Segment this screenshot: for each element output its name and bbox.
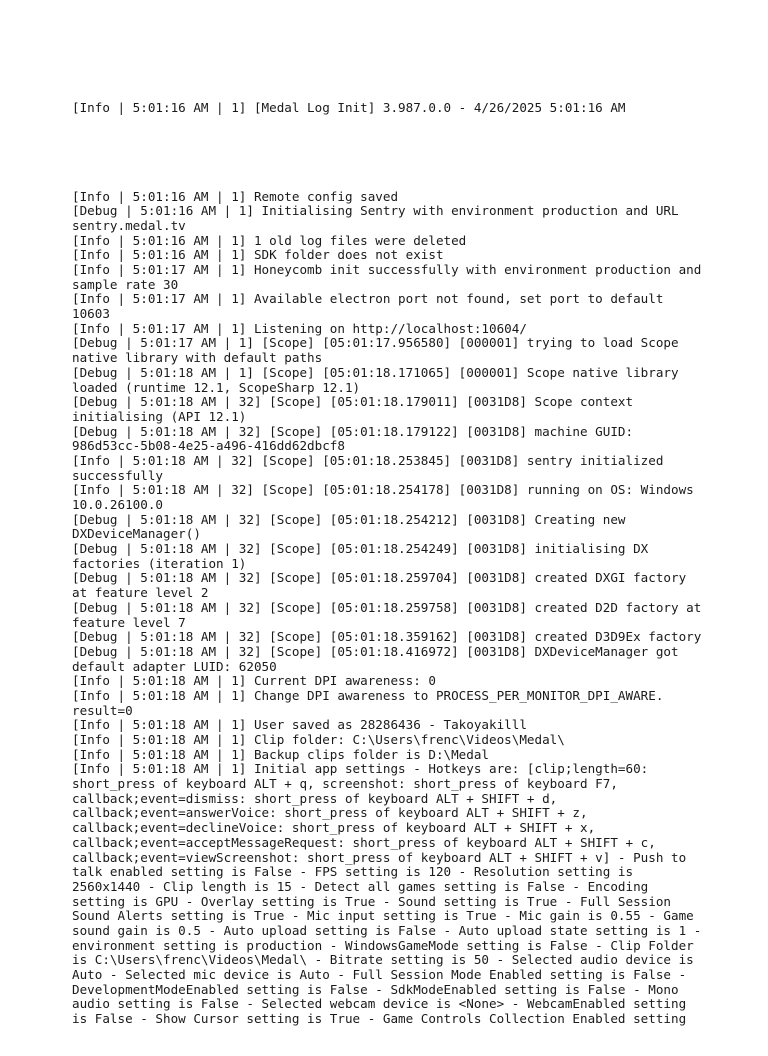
log-line: 10603 <box>72 306 110 322</box>
log-line: 2560x1440 - Clip length is 15 - Detect all games setting is False - Encoding <box>72 878 649 894</box>
log-line: [Debug | 5:01:18 AM | 32] [Scope] [05:01:18.416972] [0031D8] DXDeviceManager got <box>72 643 679 659</box>
blank-line <box>72 146 712 161</box>
log-line: [Info | 5:01:18 AM | 32] [Scope] [05:01:18.253845] [0031D8] sentry initialized <box>72 452 664 468</box>
log-line: setting is GPU - Overlay setting is True - Sound setting is True - Full Session <box>72 893 671 909</box>
log-line: [Info | 5:01:17 AM | 1] Available electron port not found, set port to default <box>72 291 664 307</box>
log-line: feature level 7 <box>72 614 186 630</box>
log-line: default adapter LUID: 62050 <box>72 658 277 674</box>
log-line: [Info | 5:01:18 AM | 1] Initial app settings - Hotkeys are: [clip;length=60: <box>72 761 649 777</box>
log-line: 986d53cc-5b08-4e25-a496-416dd62dbcf8 <box>72 438 345 454</box>
log-line: [Debug | 5:01:18 AM | 32] [Scope] [05:01:18.359162] [0031D8] created D3D9Ex factory <box>72 629 702 645</box>
log-line: [Debug | 5:01:18 AM | 32] [Scope] [05:01:18.254249] [0031D8] initialising DX <box>72 541 649 557</box>
log-line: callback;event=declineVoice: short_press of keyboard ALT + SHIFT + x, <box>72 820 596 836</box>
log-lines <box>72 190 712 1027</box>
log-line: callback;event=viewScreenshot: short_press of keyboard ALT + SHIFT + v] - Push to <box>72 849 687 865</box>
log-line: [Debug | 5:01:17 AM | 1] [Scope] [05:01:17.956580] [000001] trying to load Scope <box>72 335 679 351</box>
log-line: [Info | 5:01:17 AM | 1] Listening on http://localhost:10604/ <box>72 320 527 336</box>
log-line: callback;event=dismiss: short_press of keyboard ALT + SHIFT + d, <box>72 790 558 806</box>
log-line: sound gain is 0.5 - Auto upload setting is False - Auto upload state setting is 1 - <box>72 922 702 938</box>
log-line: [Info | 5:01:16 AM | 1] Remote config saved <box>72 188 399 204</box>
log-line: [Info | 5:01:18 AM | 1] Current DPI awareness: 0 <box>72 673 436 689</box>
log-line: [Info | 5:01:18 AM | 1] Backup clips folder is D:\Medal <box>72 746 490 762</box>
log-line: callback;event=acceptMessageRequest: short_press of keyboard ALT + SHIFT + c, <box>72 834 656 850</box>
log-line: [Debug | 5:01:18 AM | 32] [Scope] [05:01:18.254212] [0031D8] Creating new <box>72 511 626 527</box>
log-line: initialising (API 12.1) <box>72 408 247 424</box>
log-line: callback;event=answerVoice: short_press of keyboard ALT + SHIFT + z, <box>72 805 588 821</box>
log-line: [Info | 5:01:16 AM | 1] 1 old log files were deleted <box>72 232 467 248</box>
log-line: [Info | 5:01:17 AM | 1] Honeycomb init successfully with environment production and <box>72 262 702 278</box>
log-line: [Debug | 5:01:18 AM | 32] [Scope] [05:01:18.259758] [0031D8] created D2D factory at <box>72 599 702 615</box>
log-line: [Debug | 5:01:18 AM | 32] [Scope] [05:01:18.259704] [0031D8] created DXGI factory <box>72 570 687 586</box>
log-line: factories (iteration 1) <box>72 555 247 571</box>
log-line: [Info | 5:01:16 AM | 1] SDK folder does not exist <box>72 247 444 263</box>
log-line: sample rate 30 <box>72 276 179 292</box>
log-line: environment setting is production - WindowsGameMode setting is False - Clip Folder <box>72 937 694 953</box>
log-line: short_press of keyboard ALT + q, screenshot: short_press of keyboard F7, <box>72 776 618 792</box>
log-line: [Debug | 5:01:18 AM | 32] [Scope] [05:01:18.179122] [0031D8] machine GUID: <box>72 423 634 439</box>
log-line: native library with default paths <box>72 350 323 366</box>
log-line: [Info | 5:01:18 AM | 1] Clip folder: C:\Users\frenc\Videos\Medal\ <box>72 732 565 748</box>
log-line: loaded (runtime 12.1, ScopeSharp 12.1) <box>72 379 361 395</box>
log-header-line: [Info | 5:01:16 AM | 1] [Medal Log Init] 3.987.0.0 - 4/26/2025 5:01:16 AM <box>72 100 626 116</box>
log-line: Sound Alerts setting is True - Mic input setting is True - Mic gain is 0.55 - Game <box>72 908 694 924</box>
log-line: at feature level 2 <box>72 585 209 601</box>
log-line: [Info | 5:01:18 AM | 1] Change DPI awareness to PROCESS_PER_MONITOR_DPI_AWARE. <box>72 687 664 703</box>
log-line: 10.0.26100.0 <box>72 497 163 513</box>
log-line: [Info | 5:01:18 AM | 1] User saved as 28286436 - Takoyakilll <box>72 717 527 733</box>
log-line: [Debug | 5:01:18 AM | 1] [Scope] [05:01:18.171065] [000001] Scope native library <box>72 364 679 380</box>
log-line: Auto - Selected mic device is Auto - Full Session Mode Enabled setting is False - <box>72 967 687 983</box>
log-line: audio setting is False - Selected webcam device is <None> - WebcamEnabled setting <box>72 996 687 1012</box>
log-line: [Info | 5:01:18 AM | 32] [Scope] [05:01:18.254178] [0031D8] running on OS: Windows <box>72 482 694 498</box>
log-line: is C:\Users\frenc\Videos\Medal\ - Bitrate setting is 50 - Selected audio device is <box>72 952 694 968</box>
log-line: result=0 <box>72 702 133 718</box>
log-line: DXDeviceManager() <box>72 526 201 542</box>
log-line: [Debug | 5:01:16 AM | 1] Initialising Sentry with environment production and URL <box>72 203 679 219</box>
log-line: [Debug | 5:01:18 AM | 32] [Scope] [05:01:18.179011] [0031D8] Scope context <box>72 394 634 410</box>
log-line: is False - Show Cursor setting is True - Game Controls Collection Enabled setting <box>72 1011 687 1027</box>
log-line: DevelopmentModeEnabled setting is False - SdkModeEnabled setting is False - Mono <box>72 981 679 997</box>
log-line: sentry.medal.tv <box>72 217 186 233</box>
log-line: successfully <box>72 467 163 483</box>
log-text <box>72 72 712 1056</box>
log-line: talk enabled setting is False - FPS setting is 120 - Resolution setting is <box>72 864 634 880</box>
